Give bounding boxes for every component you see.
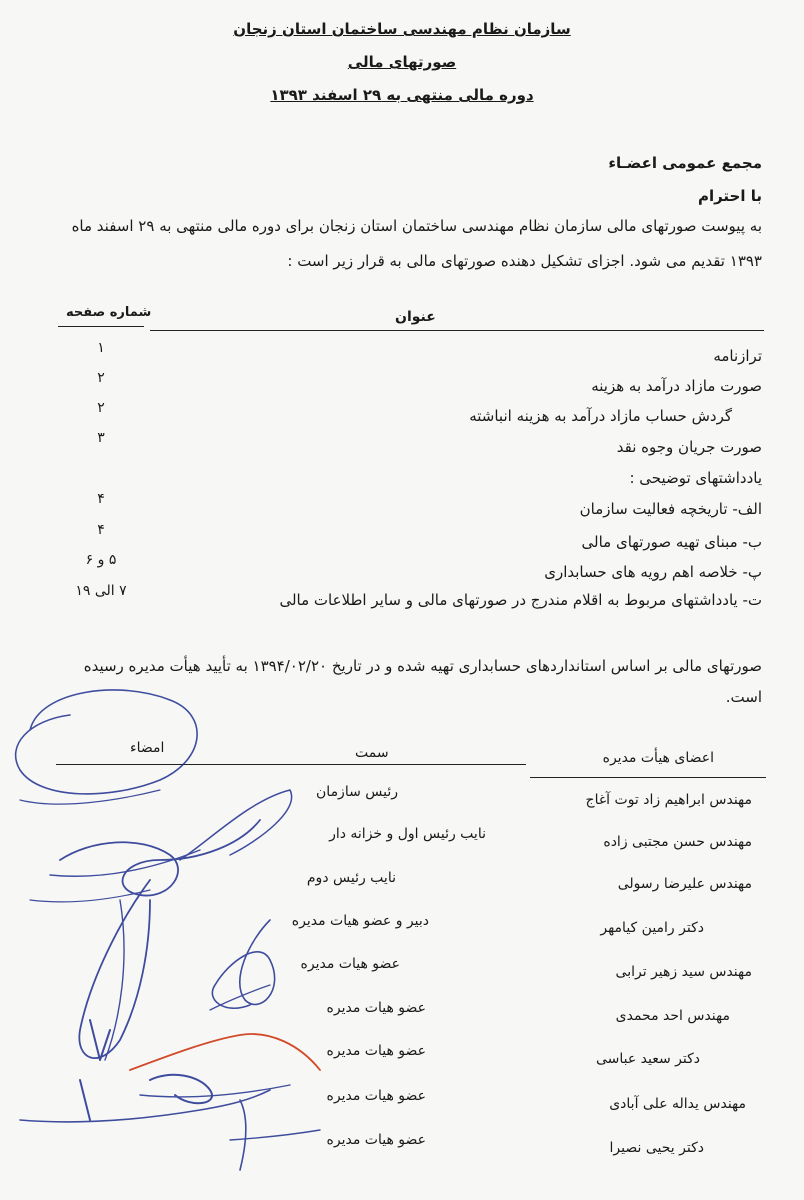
member-role: دبیر و عضو هیات مدیره <box>291 913 429 929</box>
member-role: عضو هیات مدیره <box>326 1088 426 1104</box>
toc-item: یادداشتهای توضیحی : <box>629 469 762 487</box>
toc-page-number: ۱ <box>97 340 105 356</box>
member-name: مهندس ابراهیم زاد توت آغاج <box>585 792 752 808</box>
member-role: رئیس سازمان <box>316 784 398 800</box>
toc-page-number: ۴ <box>97 522 105 538</box>
toc-page-number: ۲ <box>97 400 105 416</box>
toc-title-header: عنوان <box>395 309 436 325</box>
toc-page-number: ۲ <box>97 370 105 386</box>
board-col-role: سمت <box>355 745 389 761</box>
greeting: با احترام <box>697 187 762 205</box>
approval-line-1: صورتهای مالی بر اساس استانداردهای حسابداری تهیه شده و در تاریخ ۱۳۹۴/۰۲/۲۰ به تأیید هیأت مدیره رسیده <box>83 657 762 675</box>
member-name: دکتر رامین کیامهر <box>600 920 704 936</box>
member-name: مهندس حسن مجتبی زاده <box>603 834 752 850</box>
toc-item: صورت مازاد درآمد به هزینه <box>591 377 762 395</box>
member-name: مهندس احد محمدی <box>615 1008 730 1024</box>
addressee: مجمع عمومی اعضـاء <box>608 154 762 172</box>
toc-item: صورت جریان وجوه نقد <box>616 438 762 456</box>
doc-subtitle: صورتهای مالی <box>347 53 457 71</box>
member-role: نایب رئیس دوم <box>306 870 396 886</box>
board-header-line-left <box>56 764 526 765</box>
member-role: نایب رئیس اول و خزانه دار <box>329 826 486 842</box>
toc-item: ترازنامه <box>713 347 762 365</box>
toc-page-number: ۴ <box>97 491 105 507</box>
toc-page-underline <box>58 326 144 327</box>
approval-line-2: است. <box>725 688 762 706</box>
member-name: دکتر سعید عباسی <box>595 1051 700 1067</box>
board-header-line-right <box>530 777 766 778</box>
period-title: دوره مالی منتهی به ۲۹ اسفند ۱۳۹۳ <box>270 86 534 104</box>
member-role: عضو هیات مدیره <box>326 1043 426 1059</box>
toc-page-header: شماره صفحه <box>66 305 152 320</box>
toc-item: الف- تاریخچه فعالیت سازمان <box>579 500 762 518</box>
toc-item: گردش حساب مازاد درآمد به هزینه انباشته <box>469 407 732 425</box>
toc-item: ب- مبنای تهیه صورتهای مالی <box>581 533 762 551</box>
member-name: مهندس سید زهیر ترابی <box>615 964 752 980</box>
body-line-1: به پیوست صورتهای مالی سازمان نظام مهندسی ساختمان استان زنجان برای دوره مالی منتهی به ۲۹ اسفند ماه <box>71 217 762 235</box>
body-line-2: ۱۳۹۳ تقدیم می شود. اجزای تشکیل دهنده صورتهای مالی به قرار زیر است : <box>287 252 762 270</box>
member-role: عضو هیات مدیره <box>326 1000 426 1016</box>
toc-header-underline <box>150 330 764 331</box>
toc-item: پ- خلاصه اهم رویه های حسابداری <box>544 563 762 581</box>
board-col-member: اعضای هیأت مدیره <box>602 750 714 766</box>
member-role: عضو هیات مدیره <box>326 1132 426 1148</box>
member-role: عضو هیات مدیره <box>300 956 400 972</box>
member-name: مهندس یداله علی آبادی <box>609 1096 746 1112</box>
member-name: مهندس علیرضا رسولی <box>617 876 752 892</box>
org-title: سازمان نظام مهندسی ساختمان استان زنجان <box>233 20 571 38</box>
toc-page-number: ۵ و ۶ <box>85 552 117 568</box>
board-col-sign: امضاء <box>130 740 165 756</box>
toc-page-number: ۷ الی ۱۹ <box>75 583 127 599</box>
toc-item: ت- یادداشتهای مربوط به اقلام مندرج در صورتهای مالی و سایر اطلاعات مالی <box>279 591 762 609</box>
toc-page-number: ۳ <box>97 430 105 446</box>
member-name: دکتر یحیی نصیرا <box>609 1140 704 1156</box>
